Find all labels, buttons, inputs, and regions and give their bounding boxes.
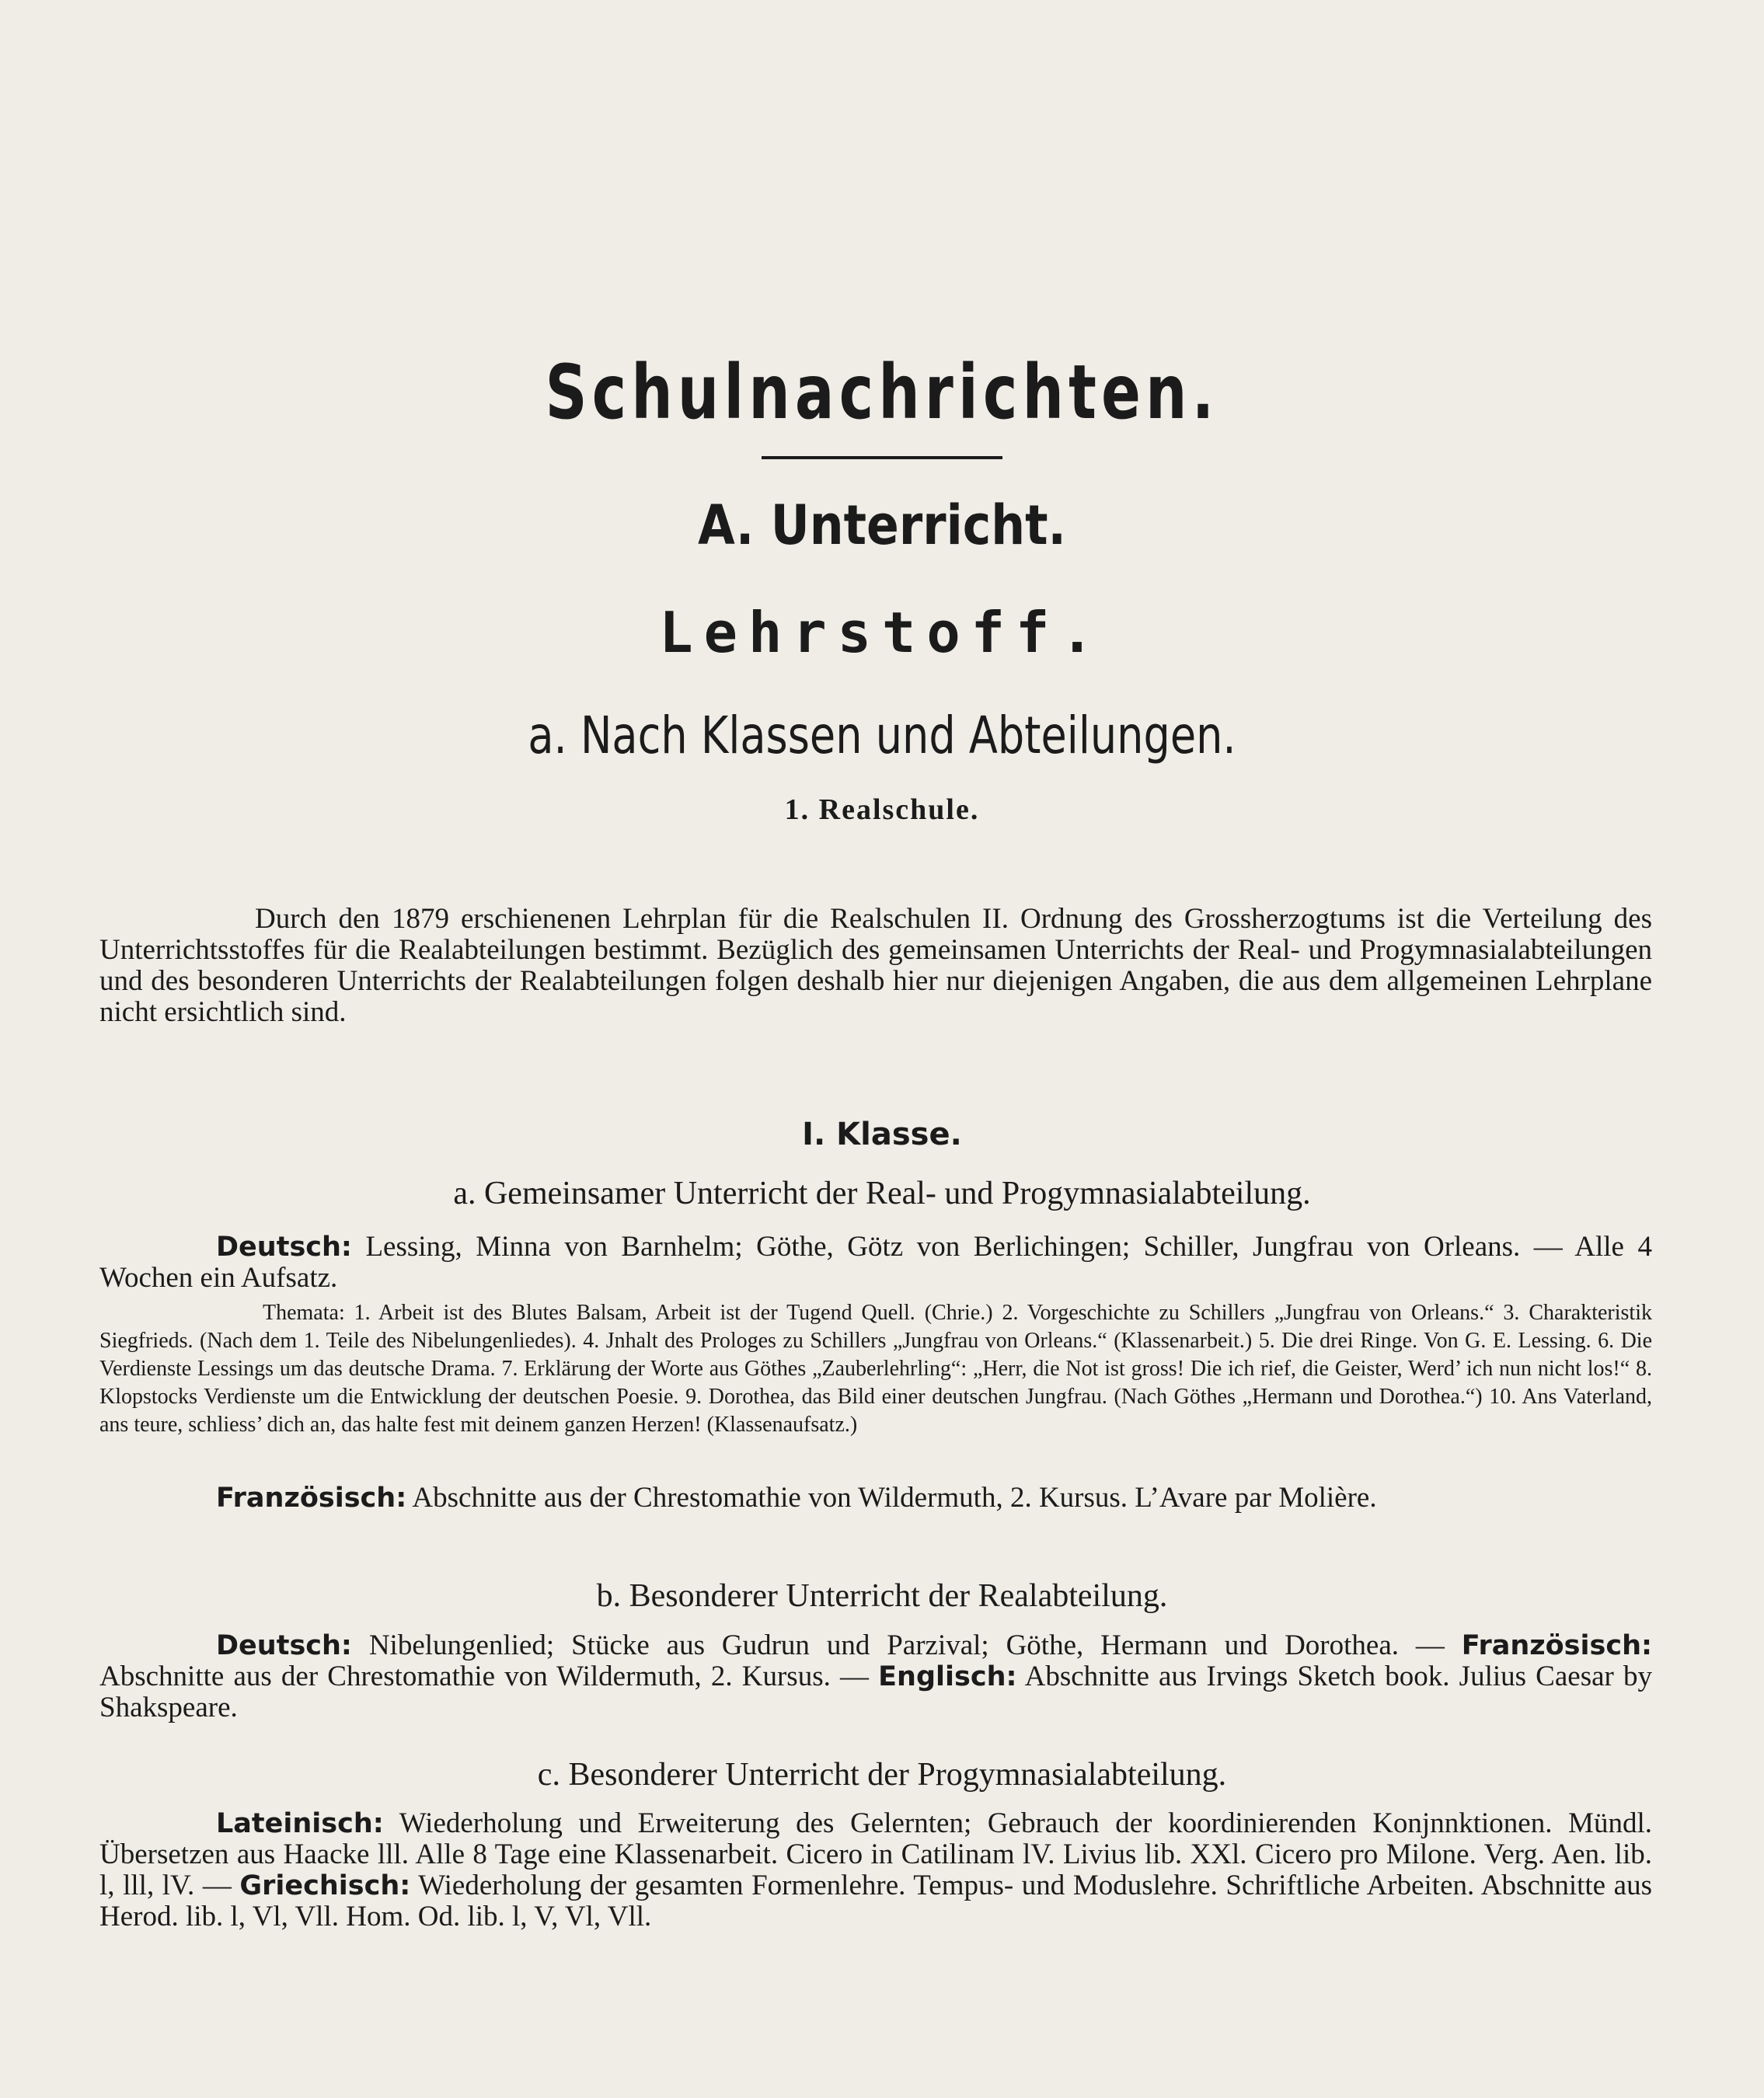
- franz-b-text: Abschnitte aus der Chrestomathie von Wildermuth, 2. Kursus. —: [99, 1661, 879, 1692]
- section-b-heading: b. Besonderer Unterricht der Realabteilung.: [596, 1578, 1168, 1614]
- section-title: A. Unterricht.: [698, 493, 1066, 557]
- themata-paragraph: Themata: 1. Arbeit ist des Blutes Balsam, Arbeit ist der Tugend Quell. (Chrie.) 2. Vorgeschichte zu Schillers „Jungfrau von Orleans.“ 3. Charakteristik Siegfrieds. (Nach dem 1. Teile des Nibelungenliedes). 4. Jnhalt des Prologes zu Schillers „Jungfrau von Orleans.“ (Klassenarbeit.) 5. Die drei Ringe. Von G. E. Lessing. 6. Die Verdienste Lessings um das deutsche Drama. 7. Erklärung der Worte aus Göthes „Zauberlehrling“: „Herr, die Not ist gross! Die ich rief, die Geister, Werd’ ich nun nicht los!“ 8. Klopstocks Verdienste um die Entwicklung der deutschen Poesie. 9. Dorothea, das Bild einer deutschen Jungfrau. (Nach Göthes „Hermann und Dorothea.“) 10. Ans Vaterland, ans teure, schliess’ dich an, das halte fest mit deinem ganzen Herzen! (Klassenaufsatz.): [99, 1301, 1652, 1437]
- franz-paragraph: [99, 1483, 1652, 1514]
- deutsch-paragraph: [99, 1232, 1652, 1294]
- progym-paragraph: [99, 1808, 1652, 1932]
- subject-label-englisch: Englisch:: [878, 1661, 1017, 1692]
- main-title: Schulnachrichten.: [545, 349, 1219, 436]
- realschule-heading: 1. Realschule.: [784, 793, 980, 826]
- real-paragraph: [99, 1630, 1652, 1723]
- intro-paragraph: Durch den 1879 erschienenen Lehrplan für die Realschulen II. Ordnung des Grossherzogtums ist die Verteilung des Unterrichtsstoffes für die Realabteilungen bestimmt. Bezüglich des gemeinsamen Unterrichts der Real- und Progymnasialabteilungen und des besonderen Unterrichts der Realabteilungen folgen deshalb hier nur diejenigen Angaben, die aus dem allgemeinen Lehrplane nicht ersichtlich sind.: [99, 903, 1652, 1028]
- section-a-heading: a. Gemeinsamer Unterricht der Real- und Progymnasialabteilung.: [453, 1176, 1311, 1211]
- subject-label-franz-b: Französisch:: [1461, 1630, 1652, 1661]
- lehrstoff-heading: Lehrstoff.: [659, 600, 1105, 665]
- deutsch-b-text: Nibelungenlied; Stücke aus Gudrun und Parzival; Göthe, Hermann und Dorothea. —: [351, 1629, 1462, 1661]
- englisch-text: Abschnitte aus Irvings Sketch book. Julius Caesar by Shakspeare.: [99, 1661, 1652, 1723]
- klasse-heading: I. Klasse.: [802, 1117, 962, 1152]
- latein-text: Wiederholung und Erweiterung des Gelernten; Gebrauch der koordinierenden Konjnnktionen. Mündl. Übersetzen aus Haacke lll. Alle 8 Tage eine Klassenarbeit. Cicero in Catilinam lV. Livius lib. XXl. Cicero pro Milone. Verg. Aen. lib. l, lll, lV. —: [99, 1807, 1652, 1901]
- subject-label-griech: Griechisch:: [239, 1870, 411, 1901]
- subject-label-deutsch: Deutsch:: [216, 1232, 352, 1263]
- subject-label-deutsch-b: Deutsch:: [216, 1630, 352, 1661]
- subtitle: a. Nach Klassen und Abteilungen.: [528, 706, 1236, 765]
- deutsch-text: Lessing, Minna von Barnhelm; Göthe, Götz von Berlichingen; Schiller, Jungfrau von Orleans. — Alle 4 Wochen ein Aufsatz.: [99, 1231, 1652, 1294]
- subject-label-franz: Französisch:: [216, 1483, 407, 1514]
- griech-text: Wiederholung der gesamten Formenlehre. Tempus- und Moduslehre. Schriftliche Arbeiten. Abschnitte aus Herod. lib. l, Vl, Vll. Hom. Od. lib. l, V, Vl, Vll.: [99, 1870, 1652, 1932]
- section-c-heading: c. Besonderer Unterricht der Progymnasialabteilung.: [537, 1757, 1227, 1793]
- subject-label-latein: Lateinisch:: [216, 1808, 384, 1839]
- franz-text: Abschnitte aus der Chrestomathie von Wildermuth, 2. Kursus. L’Avare par Molière.: [406, 1482, 1377, 1514]
- title-rule: [762, 456, 1002, 459]
- header-block: [0, 346, 1764, 829]
